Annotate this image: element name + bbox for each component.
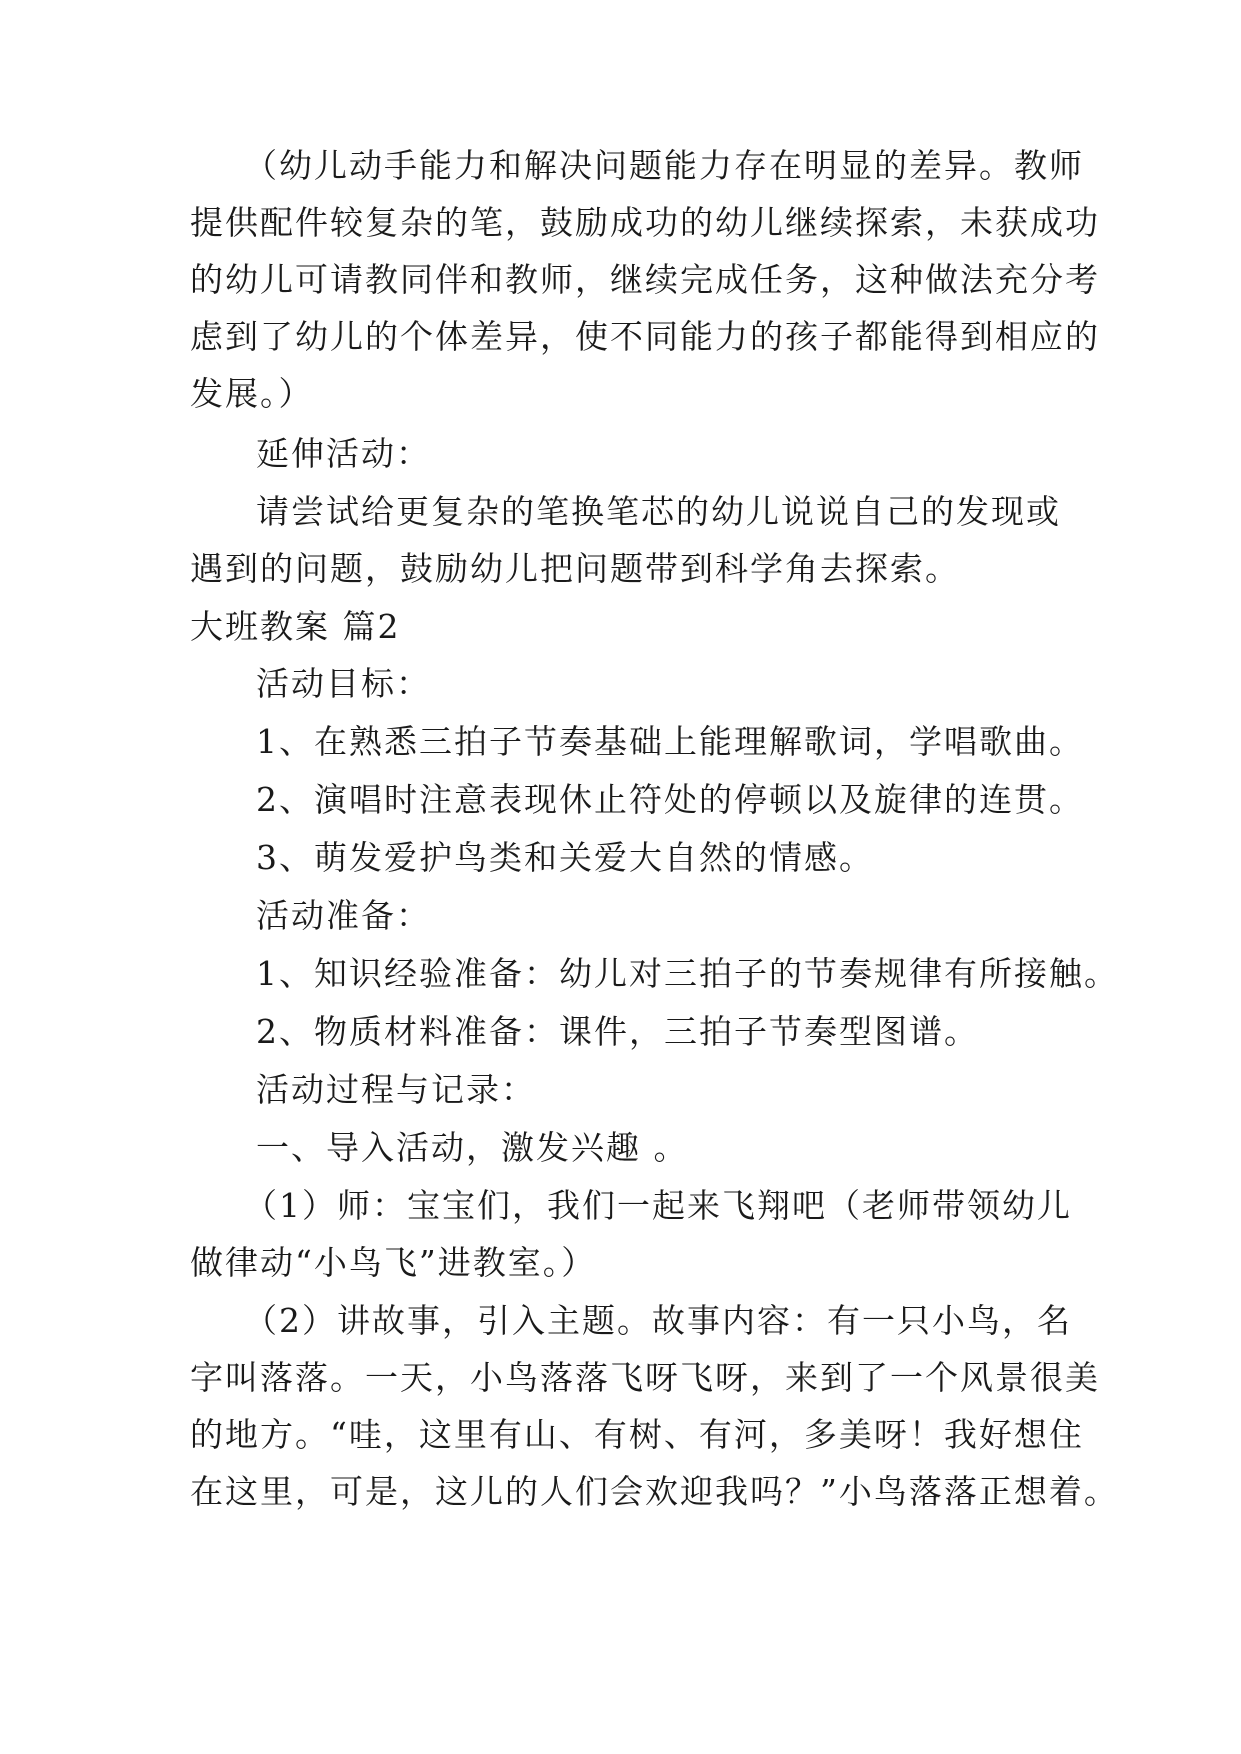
text-line: （1）师：宝宝们，我们一起来飞翔吧（老师带领幼儿 xyxy=(244,1186,1072,1225)
text-line: 发展。） xyxy=(190,374,314,413)
text-line: （幼儿动手能力和解决问题能力存在明显的差异。教师 xyxy=(244,146,1084,185)
text-line: 提供配件较复杂的笔，鼓励成功的幼儿继续探索，未获成功 xyxy=(190,203,1100,242)
text-line: 在这里，可是，这儿的人们会欢迎我吗？”小鸟落落正想着。 xyxy=(190,1472,1119,1511)
section-heading: 活动目标： xyxy=(256,664,431,703)
list-item: 1、知识经验准备：幼儿对三拍子的节奏规律有所接触。 xyxy=(256,954,1119,993)
subsection-heading: 一、导入活动，激发兴趣 。 xyxy=(256,1128,689,1167)
list-item: 3、萌发爱护鸟类和关爱大自然的情感。 xyxy=(256,838,874,877)
list-item: 1、在熟悉三拍子节奏基础上能理解歌词，学唱歌曲。 xyxy=(256,722,1084,761)
lesson-title: 大班教案 篇2 xyxy=(190,607,401,646)
text-line: 的地方。“哇，这里有山、有树、有河，多美呀！我好想住 xyxy=(190,1415,1084,1454)
text-line: 遇到的问题，鼓励幼儿把问题带到科学角去探索。 xyxy=(190,549,960,588)
section-heading: 延伸活动： xyxy=(256,434,431,473)
section-heading: 活动准备： xyxy=(256,896,431,935)
text-line: 字叫落落。一天，小鸟落落飞呀飞呀，来到了一个风景很美 xyxy=(190,1358,1100,1397)
section-heading: 活动过程与记录： xyxy=(256,1070,536,1109)
text-line: 请尝试给更复杂的笔换笔芯的幼儿说说自己的发现或 xyxy=(256,492,1061,531)
text-line: 的幼儿可请教同伴和教师，继续完成任务，这种做法充分考 xyxy=(190,260,1100,299)
list-item: 2、物质材料准备：课件，三拍子节奏型图谱。 xyxy=(256,1012,979,1051)
list-item: 2、演唱时注意表现休止符处的停顿以及旋律的连贯。 xyxy=(256,780,1084,819)
text-line: 做律动“小鸟飞”进教室。） xyxy=(190,1243,597,1282)
text-line: 虑到了幼儿的个体差异，使不同能力的孩子都能得到相应的 xyxy=(190,317,1100,356)
text-line: （2）讲故事，引入主题。故事内容：有一只小鸟，名 xyxy=(244,1301,1072,1340)
